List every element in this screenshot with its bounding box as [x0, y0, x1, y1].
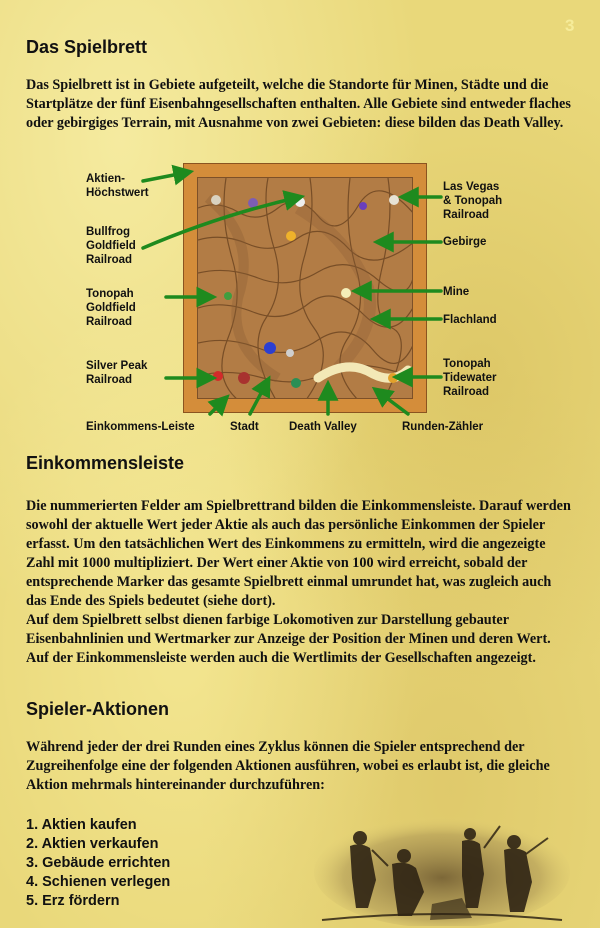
section-title-spielbrett: Das Spielbrett [26, 37, 148, 57]
spieler-aktionen-paragraph: Während jeder der drei Runden eines Zyklus können die Spieler entsprechend der Zugreihenfolge eine der folgenden Aktionen ausführen, wobei es erlaubt ist, die gleiche Aktion mehrmals hintereinander durchzuführen: [26, 739, 550, 793]
spielbrett-paragraph: Das Spielbrett ist in Gebiete aufgeteilt, welche die Standorte für Minen, Städte und die Startplätze der fünf Eisenbahngesellschaften enthalten. Alle Gebiete sind entweder flaches oder gebirgiges Terrain, mit Ausnahme von zwei Gebieten: diese bilden das Death Valley. [26, 77, 571, 131]
label-flachland: Flachland [443, 314, 497, 326]
einkommensleiste-paragraph-2: Auf dem Spielbrett selbst dienen farbige Lokomotiven zur Darstellung gebauter Eisenbahnlinien und Wertmarker zur Anzeige der Position der Minen und deren Wert. Auf der Einkommensleiste werden auch die Wertlimits der Gesellschaften angezeigt. [26, 612, 551, 666]
label-tonopah-goldfield-railroad: Tonopah Goldfield Railroad [86, 288, 136, 328]
label-aktien-hoechstwert: Aktien- Höchstwert [86, 173, 149, 199]
label-gebirge: Gebirge [443, 236, 487, 248]
label-tonopah-tidewater-railroad: Tonopah Tidewater Railroad [443, 358, 497, 398]
section-title-spieler-aktionen: Spieler-Aktionen [26, 699, 170, 719]
label-las-vegas-tonopah-railroad: Las Vegas & Tonopah Railroad [443, 181, 503, 221]
action-list [26, 816, 170, 911]
label-runden-zaehler: Runden-Zähler [402, 421, 484, 433]
label-silver-peak-railroad: Silver Peak Railroad [86, 360, 148, 386]
label-stadt: Stadt [230, 421, 259, 433]
einkommensleiste-paragraphs [26, 497, 574, 668]
label-mine: Mine [443, 286, 470, 298]
einkommensleiste-paragraph-1: Die nummerierten Felder am Spielbrettrand bilden die Einkommensleiste. Darauf werden sowohl der aktuelle Wert jeder Aktie als auch das persönliche Einkommen der Spieler erfasst. Um den tatsächlichen Wert des Einkommens zu ermitteln, wird die angezeigte Zahl mit 1000 multipliziert. Der Wert einer Aktie von 100 wird erreicht, sobald der entsprechende Marker das gesamte Spielbrett einmal umrundet hat, was zugleich auch das Ende des Spiels bedeutet (siehe dort). [26, 498, 571, 609]
label-death-valley: Death Valley [289, 421, 357, 433]
label-einkommens-leiste: Einkommens-Leiste [86, 421, 195, 433]
miners-illustration [312, 808, 572, 926]
action-item: 3. Gebäude errichten [26, 855, 171, 871]
action-item: 4. Schienen verlegen [26, 874, 171, 890]
label-bullfrog-goldfield-railroad: Bullfrog Goldfield Railroad [86, 226, 136, 266]
action-item: 2. Aktien verkaufen [26, 836, 159, 852]
page-number: 3 [565, 16, 575, 35]
action-item: 1. Aktien kaufen [26, 817, 137, 833]
action-item: 5. Erz fördern [26, 893, 120, 909]
section-title-einkommensleiste: Einkommensleiste [26, 453, 185, 473]
